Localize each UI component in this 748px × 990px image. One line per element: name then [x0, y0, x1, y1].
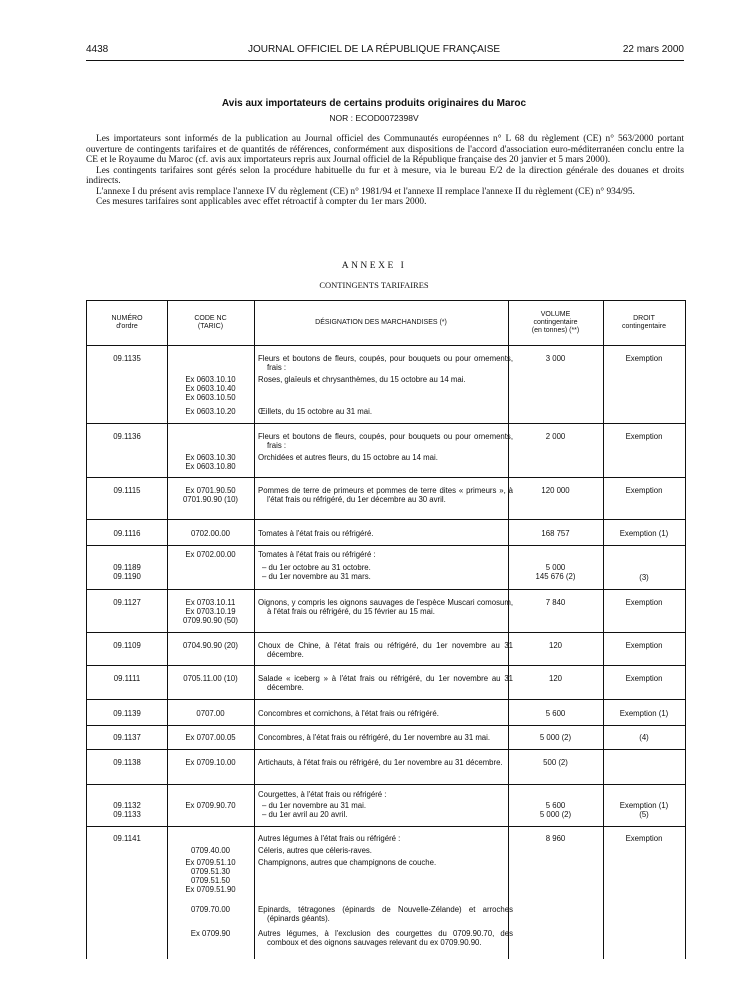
row7-numero: 09.1109 [113, 641, 141, 650]
row7-code: 0704.90.90 (20) [182, 641, 239, 650]
nor-reference: NOR : ECOD0072398V [329, 113, 419, 123]
row-divider [87, 477, 685, 478]
row6-designation: Oignons, y compris les oignons sauvages de l'espèce Muscari comosum, à l'état frais ou réfrigéré, du 15 février au 15 mai. [258, 598, 513, 616]
row3-volume: 120 000 [541, 486, 570, 495]
row5-designation: Tomates à l'état frais ou réfrigéré : [258, 550, 376, 559]
notice-title: Avis aux importateurs de certains produits originaires du Maroc [221, 98, 527, 109]
row-divider [87, 749, 685, 750]
row10-designation: Concombres, à l'état frais ou réfrigéré, du 1er novembre au 31 mai. [258, 733, 491, 742]
row10-code: Ex 0707.00.05 [185, 733, 236, 742]
row2-code-orchidees: Ex 0603.10.30 Ex 0603.10.80 [185, 453, 236, 471]
header-rule [86, 60, 684, 61]
row10-numero: 09.1137 [113, 733, 141, 742]
row5-numero: 09.1189 09.1190 [113, 563, 141, 581]
row4-numero: 09.1116 [113, 529, 141, 538]
row5-code: Ex 0702.00.00 [185, 550, 236, 559]
row13-code-autres: Ex 0709.90 [190, 929, 231, 938]
row6-numero: 09.1127 [113, 598, 141, 607]
row1-designation-roses: Roses, glaïeuls et chrysanthèmes, du 15 octobre au 14 mai. [258, 375, 466, 384]
row-divider [87, 699, 685, 700]
row-divider [87, 665, 685, 666]
row-divider [87, 423, 685, 424]
row1-volume: 3 000 [545, 354, 566, 363]
row-divider [87, 545, 685, 546]
header-designation: DÉSIGNATION DES MARCHANDISES (*) [315, 319, 447, 326]
annex-title: ANNEXE I [341, 261, 407, 271]
row2-droit: Exemption [625, 432, 663, 441]
row6-droit: Exemption [625, 598, 663, 607]
row13-designation: Autres légumes à l'état frais ou réfrigéré : [258, 834, 401, 843]
journal-title: JOURNAL OFFICIEL DE LA RÉPUBLIQUE FRANÇAISE [247, 44, 501, 55]
header-code: CODE NC (TARIC) [194, 315, 227, 330]
row1-droit: Exemption [625, 354, 663, 363]
row-divider [87, 826, 685, 827]
row12-periods: – du 1er novembre au 31 mai. – du 1er avril au 20 avril. [262, 801, 367, 819]
row11-code: Ex 0709.10.00 [185, 758, 236, 767]
row8-numero: 09.1111 [113, 674, 141, 683]
row8-volume: 120 [548, 674, 562, 683]
quota-table [86, 300, 686, 959]
row-divider [87, 589, 685, 590]
row12-droit: Exemption (1) (5) [619, 801, 669, 819]
row3-code: Ex 0701.90.50 0701.90.90 (10) [182, 486, 239, 504]
paragraph-1: Les importateurs sont informés de la publication au Journal officiel des Communautés européennes n° L 68 du règlement (CE) n° 563/2000 portant ouverture de contingents tarifaires et de quantités de références, conformément aux dispositions de l'accord d'association euro-méditerranéen conclu entre la CE et le Royaume du Maroc (cf. avis aux importateurs repris aux Journal officiel de la République française des 20 janvier et 5 mars 2000). [86, 134, 684, 165]
row2-designation: Fleurs et boutons de fleurs, coupés, pour bouquets ou pour ornements, frais : [258, 432, 513, 450]
paragraph-2: Les contingents tarifaires sont gérés selon la procédure habituelle du fur et à mesure, via le bureau E/2 de la direction générale des douanes et droits indirects. [86, 165, 684, 186]
row7-volume: 120 [548, 641, 562, 650]
row1-code-oeillets: Ex 0603.10.20 [185, 407, 236, 416]
row7-droit: Exemption [625, 641, 663, 650]
row13-designation-autres: Autres légumes, à l'exclusion des courgettes du 0709.90.70, des comboux et des oignons sauvages relevant du ex 0709.90.90. [258, 929, 513, 947]
row-divider [87, 725, 685, 726]
column-divider [508, 301, 509, 959]
row4-code: 0702.00.00 [190, 529, 231, 538]
row12-code: Ex 0709.90.70 [185, 801, 236, 810]
row-divider [87, 519, 685, 520]
row8-designation: Salade « iceberg » à l'état frais ou réfrigéré, du 1er novembre au 31 décembre. [258, 674, 513, 692]
row9-numero: 09.1139 [113, 709, 141, 718]
row13-code-champignons: Ex 0709.51.10 0709.51.30 0709.51.50 Ex 0709.51.90 [185, 858, 236, 894]
paragraph-4: Ces mesures tarifaires sont applicables avec effet rétroactif à compter du 1er mars 2000. [96, 197, 427, 207]
row3-numero: 09.1115 [113, 486, 141, 495]
row13-designation-epinards: Epinards, tétragones (épinards de Nouvelle-Zélande) et arroches (épinards géants). [258, 905, 513, 923]
row6-volume: 7 840 [545, 598, 566, 607]
row1-designation: Fleurs et boutons de fleurs, coupés, pour bouquets ou pour ornements, frais : [258, 354, 513, 372]
row2-numero: 09.1136 [113, 432, 141, 441]
row1-code-roses: Ex 0603.10.10 Ex 0603.10.40 Ex 0603.10.50 [185, 375, 236, 402]
row13-designation-celeris: Céleris, autres que céleris-raves. [258, 846, 372, 855]
row5-periods: – du 1er octobre au 31 octobre. – du 1er novembre au 31 mars. [262, 563, 371, 581]
row1-numero: 09.1135 [113, 354, 141, 363]
row12-designation: Courgettes, à l'état frais ou réfrigéré : [258, 790, 387, 799]
row13-droit: Exemption [625, 834, 663, 843]
issue-date: 22 mars 2000 [622, 44, 684, 55]
row5-volume: 5 000 145 676 (2) [535, 563, 576, 581]
row11-numero: 09.1138 [113, 758, 141, 767]
notice-body [86, 134, 684, 208]
header-volume: VOLUME contingentaire (en tonnes) (**) [531, 311, 580, 334]
row8-droit: Exemption [625, 674, 663, 683]
row9-volume: 5 600 [545, 709, 566, 718]
paragraph-3: L'annexe I du présent avis remplace l'annexe IV du règlement (CE) n° 1981/94 et l'annexe II remplace l'annexe II du règlement (CE) n° 934/95. [96, 186, 635, 197]
row4-volume: 168 757 [541, 529, 570, 538]
row10-volume: 5 000 (2) [539, 733, 572, 742]
row6-code: Ex 0703.10.11 Ex 0703.10.19 0709.90.90 (50) [182, 598, 239, 625]
annex-subtitle: CONTINGENTS TARIFAIRES [319, 280, 429, 290]
row12-volume: 5 600 5 000 (2) [539, 801, 572, 819]
column-divider [603, 301, 604, 959]
row1-designation-oeillets: Œillets, du 15 octobre au 31 mai. [258, 407, 372, 416]
page-number: 4438 [86, 44, 109, 55]
row13-code-epinards: 0709.70.00 [190, 905, 231, 914]
row9-code: 0707.00 [196, 709, 225, 718]
row13-numero: 09.1141 [113, 834, 141, 843]
row-divider [87, 784, 685, 785]
row11-volume: 500 (2) [543, 758, 568, 767]
row13-code-celeris: 0709.40.00 [190, 846, 231, 855]
row12-numero: 09.1132 09.1133 [113, 801, 141, 819]
header-numero: NUMÉRO d'ordre [111, 315, 143, 330]
row4-droit: Exemption (1) [619, 529, 669, 538]
row3-droit: Exemption [625, 486, 663, 495]
header-droit: DROIT contingentaire [622, 315, 666, 330]
row8-code: 0705.11.00 (10) [183, 674, 238, 683]
row2-designation-orchidees: Orchidées et autres fleurs, du 15 octobre au 14 mai. [258, 453, 438, 462]
row9-designation: Concombres et cornichons, à l'état frais ou réfrigéré. [258, 709, 439, 718]
row-divider [87, 632, 685, 633]
row9-droit: Exemption (1) [619, 709, 669, 718]
row2-volume: 2 000 [545, 432, 566, 441]
row-divider [87, 345, 685, 346]
row5-droit: (3) [639, 573, 649, 582]
row11-designation: Artichauts, à l'état frais ou réfrigéré, du 1er novembre au 31 décembre. [258, 758, 503, 767]
row10-droit: (4) [639, 733, 649, 742]
row13-designation-champignons: Champignons, autres que champignons de couche. [258, 858, 437, 867]
row13-volume: 8 960 [545, 834, 566, 843]
column-divider [254, 301, 255, 959]
row3-designation: Pommes de terre de primeurs et pommes de terre dites « primeurs », à l'état frais ou réfrigéré, du 1er décembre au 30 avril. [258, 486, 513, 504]
row7-designation: Choux de Chine, à l'état frais ou réfrigéré, du 1er novembre au 31 décembre. [258, 641, 513, 659]
row4-designation: Tomates à l'état frais ou réfrigéré. [258, 529, 374, 538]
